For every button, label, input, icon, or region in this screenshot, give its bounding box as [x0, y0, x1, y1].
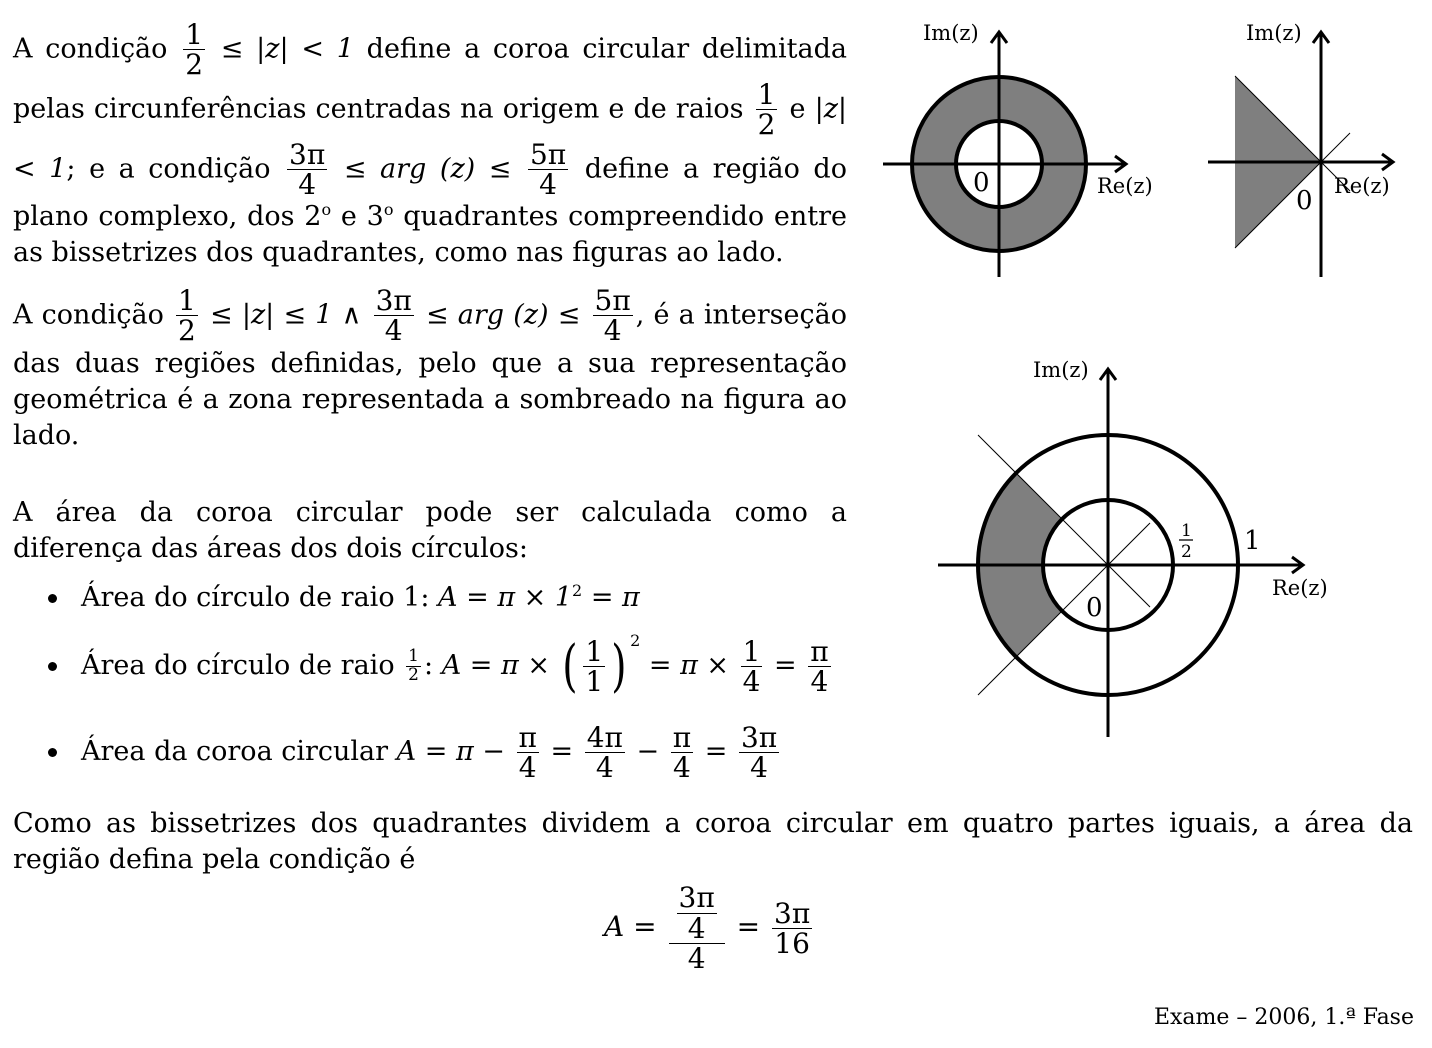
fraction: $\frac{\pi}{4}$ [518, 720, 537, 784]
superscript: 2 [630, 631, 641, 650]
im-axis-label: Im(z) [1033, 358, 1089, 382]
fraction: $\frac{5\pi}{4}$ [594, 284, 631, 348]
fraction: $\frac{3\pi}{4}$ [375, 284, 412, 348]
im-axis-label: Im(z) [923, 21, 979, 45]
text: : [424, 650, 434, 681]
area-bullet-list [48, 578, 848, 792]
origin-label: 0 [1296, 186, 1313, 216]
math-expression: ≤ arg (z) ≤ [343, 152, 512, 184]
figure-intersection [930, 350, 1350, 750]
text: e [789, 93, 806, 125]
math-expression: A = π × 1 [438, 582, 573, 613]
math-expression: − [636, 736, 660, 767]
paragraph-area-intro [13, 495, 847, 567]
fraction: $\frac{\pi}{4}$ [810, 634, 829, 698]
re-axis-label: Re(z) [1272, 576, 1328, 600]
paragraph-intersection [13, 286, 847, 454]
math-expression: ≤ |z| ≤ 1 ∧ [210, 299, 362, 331]
fraction: $\frac{1}{4}$ [742, 634, 761, 698]
math-expression: ≤ |z| < 1 [220, 33, 354, 65]
paragraph-annulus-sector [13, 20, 847, 271]
text: define a região do plano complexo, dos 2 [13, 152, 847, 233]
bisector-extension [1321, 133, 1350, 162]
one-label: 1 [1244, 526, 1261, 556]
figure-annulus [875, 15, 1175, 290]
math-expression: ≤ arg (z) ≤ [425, 299, 581, 331]
superscript: o [383, 200, 394, 220]
math-expression: A = π − [396, 736, 505, 767]
final-formula [604, 872, 815, 982]
text: A condição [13, 33, 168, 65]
fraction: $\frac{1}{2}$ [757, 77, 776, 142]
exam-footer: Exame – 2006, 1.ª Fase [1153, 1005, 1414, 1030]
text: Área do círculo de raio 1: [81, 582, 430, 613]
text: define a coroa circular delimitada pelas circunferências centradas na origem e de raios [13, 33, 847, 125]
fraction: $\frac{3\pi}{16}$ [774, 896, 811, 960]
text: A condição [13, 299, 164, 331]
bullet-dot [48, 748, 57, 757]
fraction: $\frac{1}{2}$ [408, 646, 419, 685]
text: Área da coroa circular [81, 736, 389, 767]
text: quadrantes compreendido entre as bissetrizes dos quadrantes, como nas figuras ao lado. [13, 201, 848, 269]
math-expression: = π [590, 582, 640, 613]
list-item [48, 712, 848, 792]
re-axis-label: Re(z) [1097, 174, 1153, 198]
math-expression: = [736, 910, 761, 943]
origin-label: 0 [1086, 593, 1103, 623]
re-axis-label: Re(z) [1334, 174, 1390, 198]
origin-label: 0 [973, 168, 990, 198]
math-expression: = [774, 650, 797, 681]
fraction: $\frac{4\pi}{4}$ [586, 720, 623, 784]
fraction: $\frac{1}{2}$ [178, 284, 196, 348]
text: ; e a condição [66, 152, 271, 184]
math-expression: = [550, 736, 574, 767]
text: , é a interseção das duas regiões definidas, pelo que a sua representação geométrica é a zona representada a sombreado na figura ao lado. [13, 299, 847, 451]
superscript: o [321, 200, 332, 220]
paragraph-conclusion [13, 806, 1413, 878]
compound-fraction: $\frac{\frac{3\pi}{4}}{4}$ [669, 883, 725, 973]
bullet-dot [48, 662, 57, 671]
right-paren: ) [611, 633, 627, 699]
math-expression: A = [604, 910, 657, 943]
list-item [48, 578, 848, 618]
im-axis-label: Im(z) [1246, 21, 1302, 45]
superscript: 2 [572, 581, 583, 600]
math-expression: = [704, 736, 728, 767]
list-item [48, 626, 848, 706]
text: Como as bissetrizes dos quadrantes dividem a coroa circular em quatro partes iguais, a área da região defina pela condição é [13, 808, 1413, 875]
fraction: $\frac{\pi}{4}$ [672, 720, 692, 784]
text: e 3 [340, 201, 384, 233]
fraction: $\frac{3\pi}{4}$ [740, 720, 778, 784]
fraction: $\frac{5\pi}{4}$ [529, 137, 567, 201]
text: Área do círculo de raio [81, 650, 395, 681]
fraction: $\frac{1}{1}$ [585, 634, 604, 698]
figure-sector [1200, 15, 1415, 290]
math-expression: |z| < 1 [13, 93, 848, 184]
math-expression: A = π × [441, 650, 550, 681]
bullet-dot [48, 594, 57, 603]
math-expression: = π × [648, 650, 730, 681]
half-label-denominator: 2 [1181, 542, 1192, 562]
half-label-numerator: 1 [1181, 521, 1192, 541]
fraction: $\frac{3\pi}{4}$ [289, 137, 326, 201]
fraction: $\frac{1}{2}$ [185, 18, 204, 82]
left-paren: ( [561, 633, 578, 699]
text: A área da coroa circular pode ser calculada como a diferença das áreas dos dois círculos: [13, 497, 847, 564]
